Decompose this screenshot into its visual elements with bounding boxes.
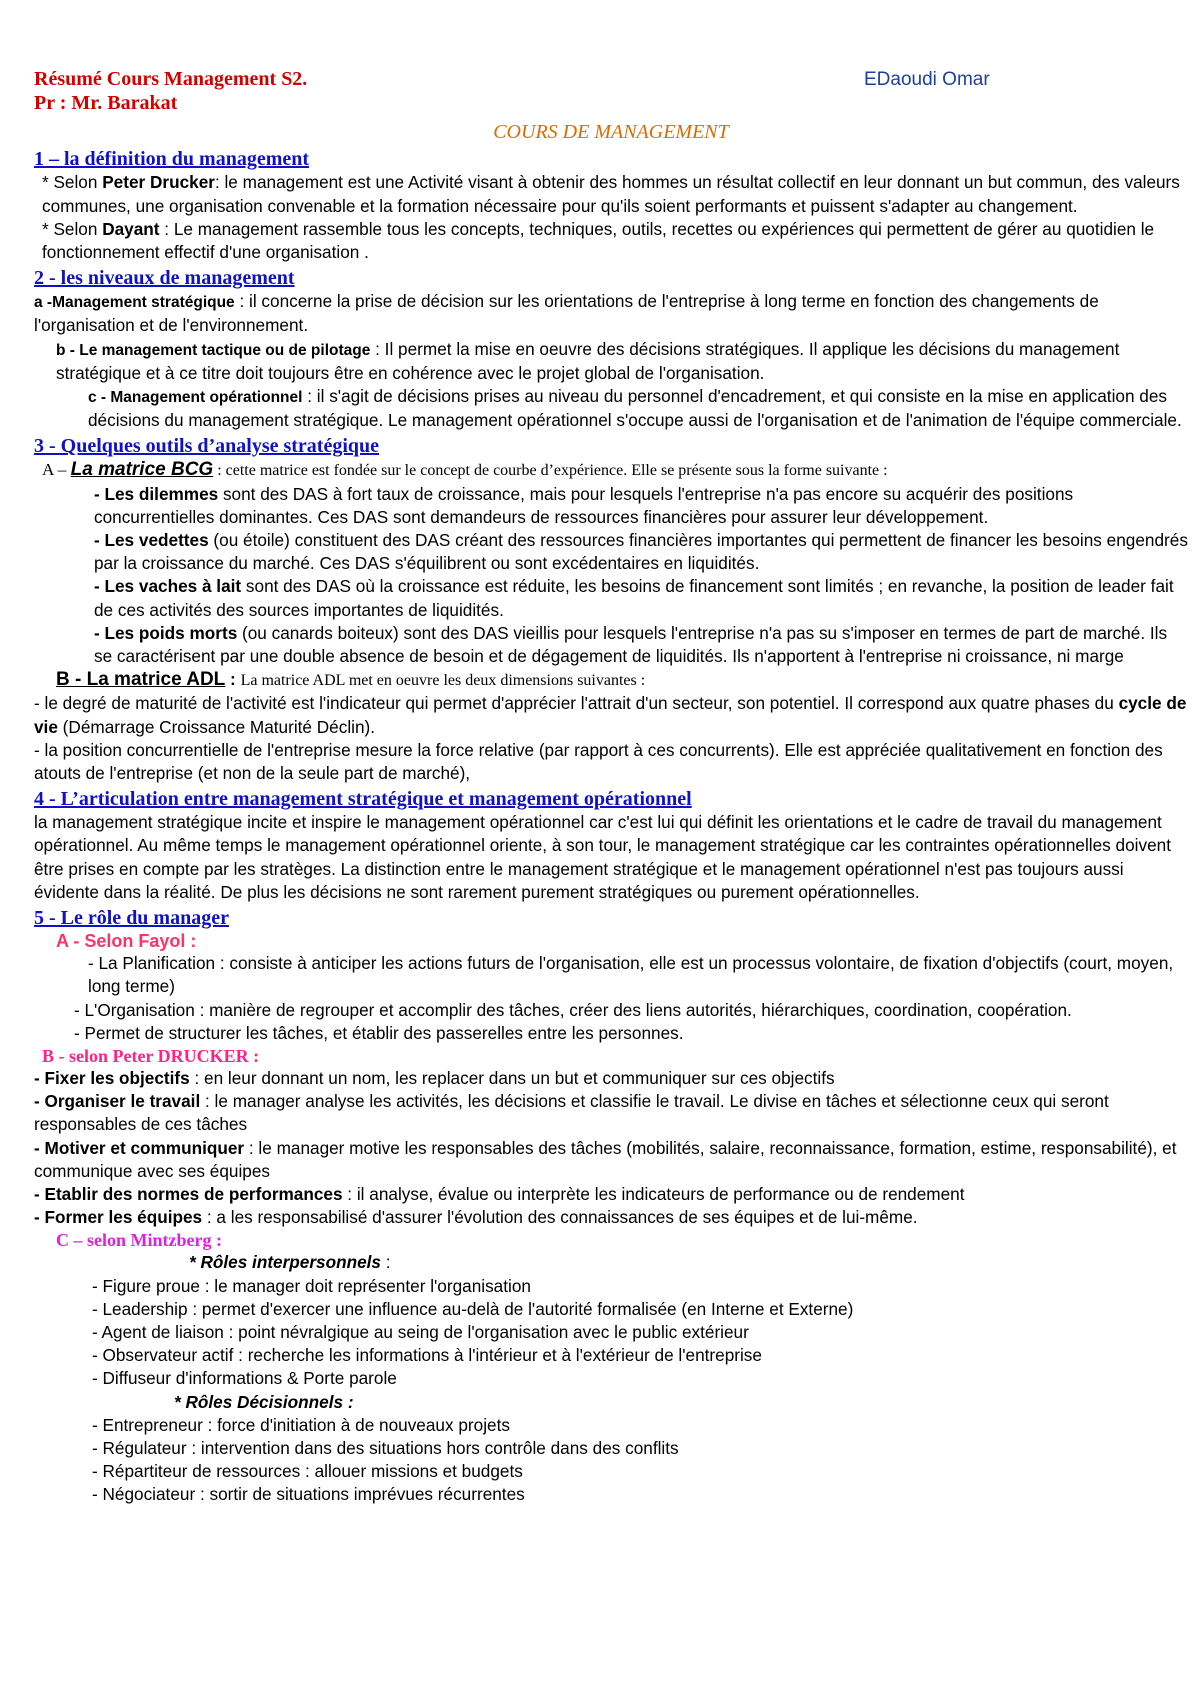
mintzberg-role-2: - Leadership : permet d'exercer une influence au-delà de l'autorité formalisée (en Interne et Externe)	[92, 1298, 854, 1319]
section-1-paragraph-2: * Selon Dayant : Le management rassemble tous les concepts, techniques, outils, recettes ou expériences qui permettent de gérer au quotidien le fonctionnement effectif d'une organisation .	[42, 218, 1155, 263]
mintzberg-role-6: - Entrepreneur : force d'initiation à de nouveaux projets	[92, 1414, 510, 1435]
section-4-heading: 4 - L’articulation entre management stratégique et management opérationnel	[34, 788, 692, 811]
section-2-item-b: b - Le management tactique ou de pilotage : Il permet la mise en oeuvre des décisions stratégiques. Il applique les décisions du management stratégique et à ce titre doit toujours être en cohérence avec le projet global de l'organisation.	[56, 338, 1120, 383]
fayol-item-2: - L'Organisation : manière de regrouper et accomplir des tâches, créer des liens autorités, hiérarchiques, coordination, coopération.	[74, 999, 1072, 1020]
document-page	[34, 68, 1188, 1507]
drucker-item-3: - Motiver et communiquer : le manager motive les responsables des tâches (mobilités, salaire, reconnaissance, formation, estime, responsabilité), et communique avec ses équipes	[34, 1137, 1177, 1181]
mintzberg-role-4: - Observateur actif : recherche les informations à l'intérieur et à l'extérieur de l'entreprise	[92, 1345, 762, 1366]
bcg-dilemmes: - Les dilemmes sont des DAS à fort taux de croissance, mais pour lesquels l'entreprise n'a pas encore su acquérir des positions concurrentielles dominantes. Ces DAS sont demandeurs de ressources financières pour assurer leur développement.	[94, 483, 1074, 527]
mintzberg-role-8: - Répartiteur de ressources : allouer missions et budgets	[92, 1461, 523, 1482]
document-title: Résumé Cours Management S2.	[34, 68, 308, 90]
mintzberg-role-9: - Négociateur : sortir de situations imprévues récurrentes	[92, 1484, 525, 1505]
adl-matrix-intro: B - La matrice ADL : La matrice ADL met en oeuvre les deux dimensions suivantes :	[56, 669, 646, 691]
section-2-heading: 2 - les niveaux de management	[34, 267, 295, 290]
drucker-item-4: - Etablir des normes de performances : il analyse, évalue ou interprète les indicateurs de performance ou de rendement	[34, 1183, 965, 1204]
bcg-vaches-a-lait: - Les vaches à lait sont des DAS où la croissance est réduite, les besoins de financement sont limités ; en revanche, la position de leader fait de ces activités des sources importantes de liquidités.	[94, 576, 1174, 620]
author-name: EDaoudi Omar	[864, 69, 990, 90]
drucker-item-1: - Fixer les objectifs : en leur donnant un nom, les replacer dans un but et communiquer sur ces objectifs	[34, 1067, 835, 1088]
mintzberg-role-5: - Diffuseur d'informations & Porte parole	[92, 1368, 397, 1389]
course-title: COURS DE MANAGEMENT	[493, 121, 729, 144]
professor-line: Pr : Mr. Barakat	[34, 92, 178, 114]
bcg-vedettes: - Les vedettes (ou étoile) constituent des DAS créant des ressources financières importantes qui permettent de financer les besoins engendrés par la croissance du marché. Ces DAS s'équilibrent ou sont excédentaires en liquidités.	[94, 530, 1188, 574]
drucker-heading: B - selon Peter DRUCKER :	[42, 1045, 260, 1066]
section-2-item-c: c - Management opérationnel : il s'agit de décisions prises au niveau du personnel d'encadrement, et qui consiste en la mise en application des décisions du management stratégique. Le management opérationnel s'occupe aussi de l'organisation et de l'animation de l'équipe commerciale.	[88, 386, 1182, 431]
mintzberg-role-3: - Agent de liaison : point névralgique au seing de l'organisation avec le public extérieur	[92, 1321, 749, 1342]
fayol-item-3: - Permet de structurer les tâches, et établir des passerelles entre les personnes.	[74, 1022, 684, 1043]
interpersonal-roles-heading: * Rôles interpersonnels :	[189, 1252, 391, 1273]
section-2-item-a: a -Management stratégique : il concerne la prise de décision sur les orientations de l'entreprise à long terme en fonction des changements de l'organisation et de l'environnement.	[34, 291, 1099, 336]
bcg-matrix-intro: A – La matrice BCG : cette matrice est fondée sur le concept de courbe d’expérience. Elle se présente sous la forme suivante :	[42, 459, 888, 481]
bcg-poids-morts: - Les poids morts (ou canards boiteux) sont des DAS vieillis pour lesquels l'entreprise n'a pas su s'imposer en termes de part de marché. Ils se caractérisent par une double absence de besoin et de dégagement de liquidités. Ils n'apportent à l'entreprise ni croissance, ni marge	[94, 622, 1168, 667]
fayol-heading: A - Selon Fayol :	[56, 931, 197, 952]
section-1-paragraph-1: * Selon Peter Drucker: le management est une Activité visant à obtenir des hommes un résultat collectif en leur donnant un but commun, des valeurs communes, une organisation convenable et la formation nécessaire pour qu'ils soient performants et puissent s'adapter au changement.	[42, 172, 1180, 216]
decisional-roles-heading: * Rôles Décisionnels :	[174, 1391, 354, 1412]
mintzberg-heading: C – selon Mintzberg :	[56, 1230, 222, 1251]
section-5-heading: 5 - Le rôle du manager	[34, 907, 229, 930]
mintzberg-role-7: - Régulateur : intervention dans des situations hors contrôle dans des conflits	[92, 1437, 679, 1458]
drucker-item-5: - Former les équipes : a les responsabilisé d'assurer l'évolution des connaissances de ses équipes et de lui-même.	[34, 1207, 918, 1228]
fayol-item-1: - La Planification : consiste à anticiper les actions futurs de l'organisation, elle est un processus volontaire, de fixation d'objectifs (court, moyen, long terme)	[88, 953, 1174, 997]
mintzberg-role-1: - Figure proue : le manager doit représenter l'organisation	[92, 1275, 531, 1296]
drucker-item-2: - Organiser le travail : le manager analyse les activités, les décisions et classifie le travail. Le divise en tâches et sélectionne ceux qui seront responsables de ces tâches	[34, 1091, 1109, 1135]
adl-dimension-2: - la position concurrentielle de l'entreprise mesure la force relative (par rapport à ces concurrents). Elle est appréciée qualitativement en fonction des atouts de l'entreprise (et non de la seule part de marché),	[34, 739, 1163, 784]
header-line	[34, 68, 1188, 92]
section-3-heading: 3 - Quelques outils d’analyse stratégique	[34, 435, 380, 458]
section-4-paragraph: la management stratégique incite et inspire le management opérationnel car c'est lui qui définit les orientations et le cadre de travail du management opérationnel. Au même temps le management opérationnel oriente, à son tour, le management stratégique car les contraintes opérationnelles doivent être prises en compte par les stratèges. La distinction entre le management stratégique et le management opérationnel n'est pas toujours aussi évidente dans la réalité. De plus les décisions ne sont rarement purement stratégiques ou purement opérationnelles.	[34, 812, 1171, 902]
section-1-heading: 1 – la définition du management	[34, 148, 310, 171]
adl-dimension-1: - le degré de maturité de l'activité est l'indicateur qui permet d'apprécier l'attrait d'un secteur, son potentiel. Il correspond aux quatre phases du cycle de vie (Démarrage Croissance Maturité Déclin).	[34, 693, 1187, 737]
